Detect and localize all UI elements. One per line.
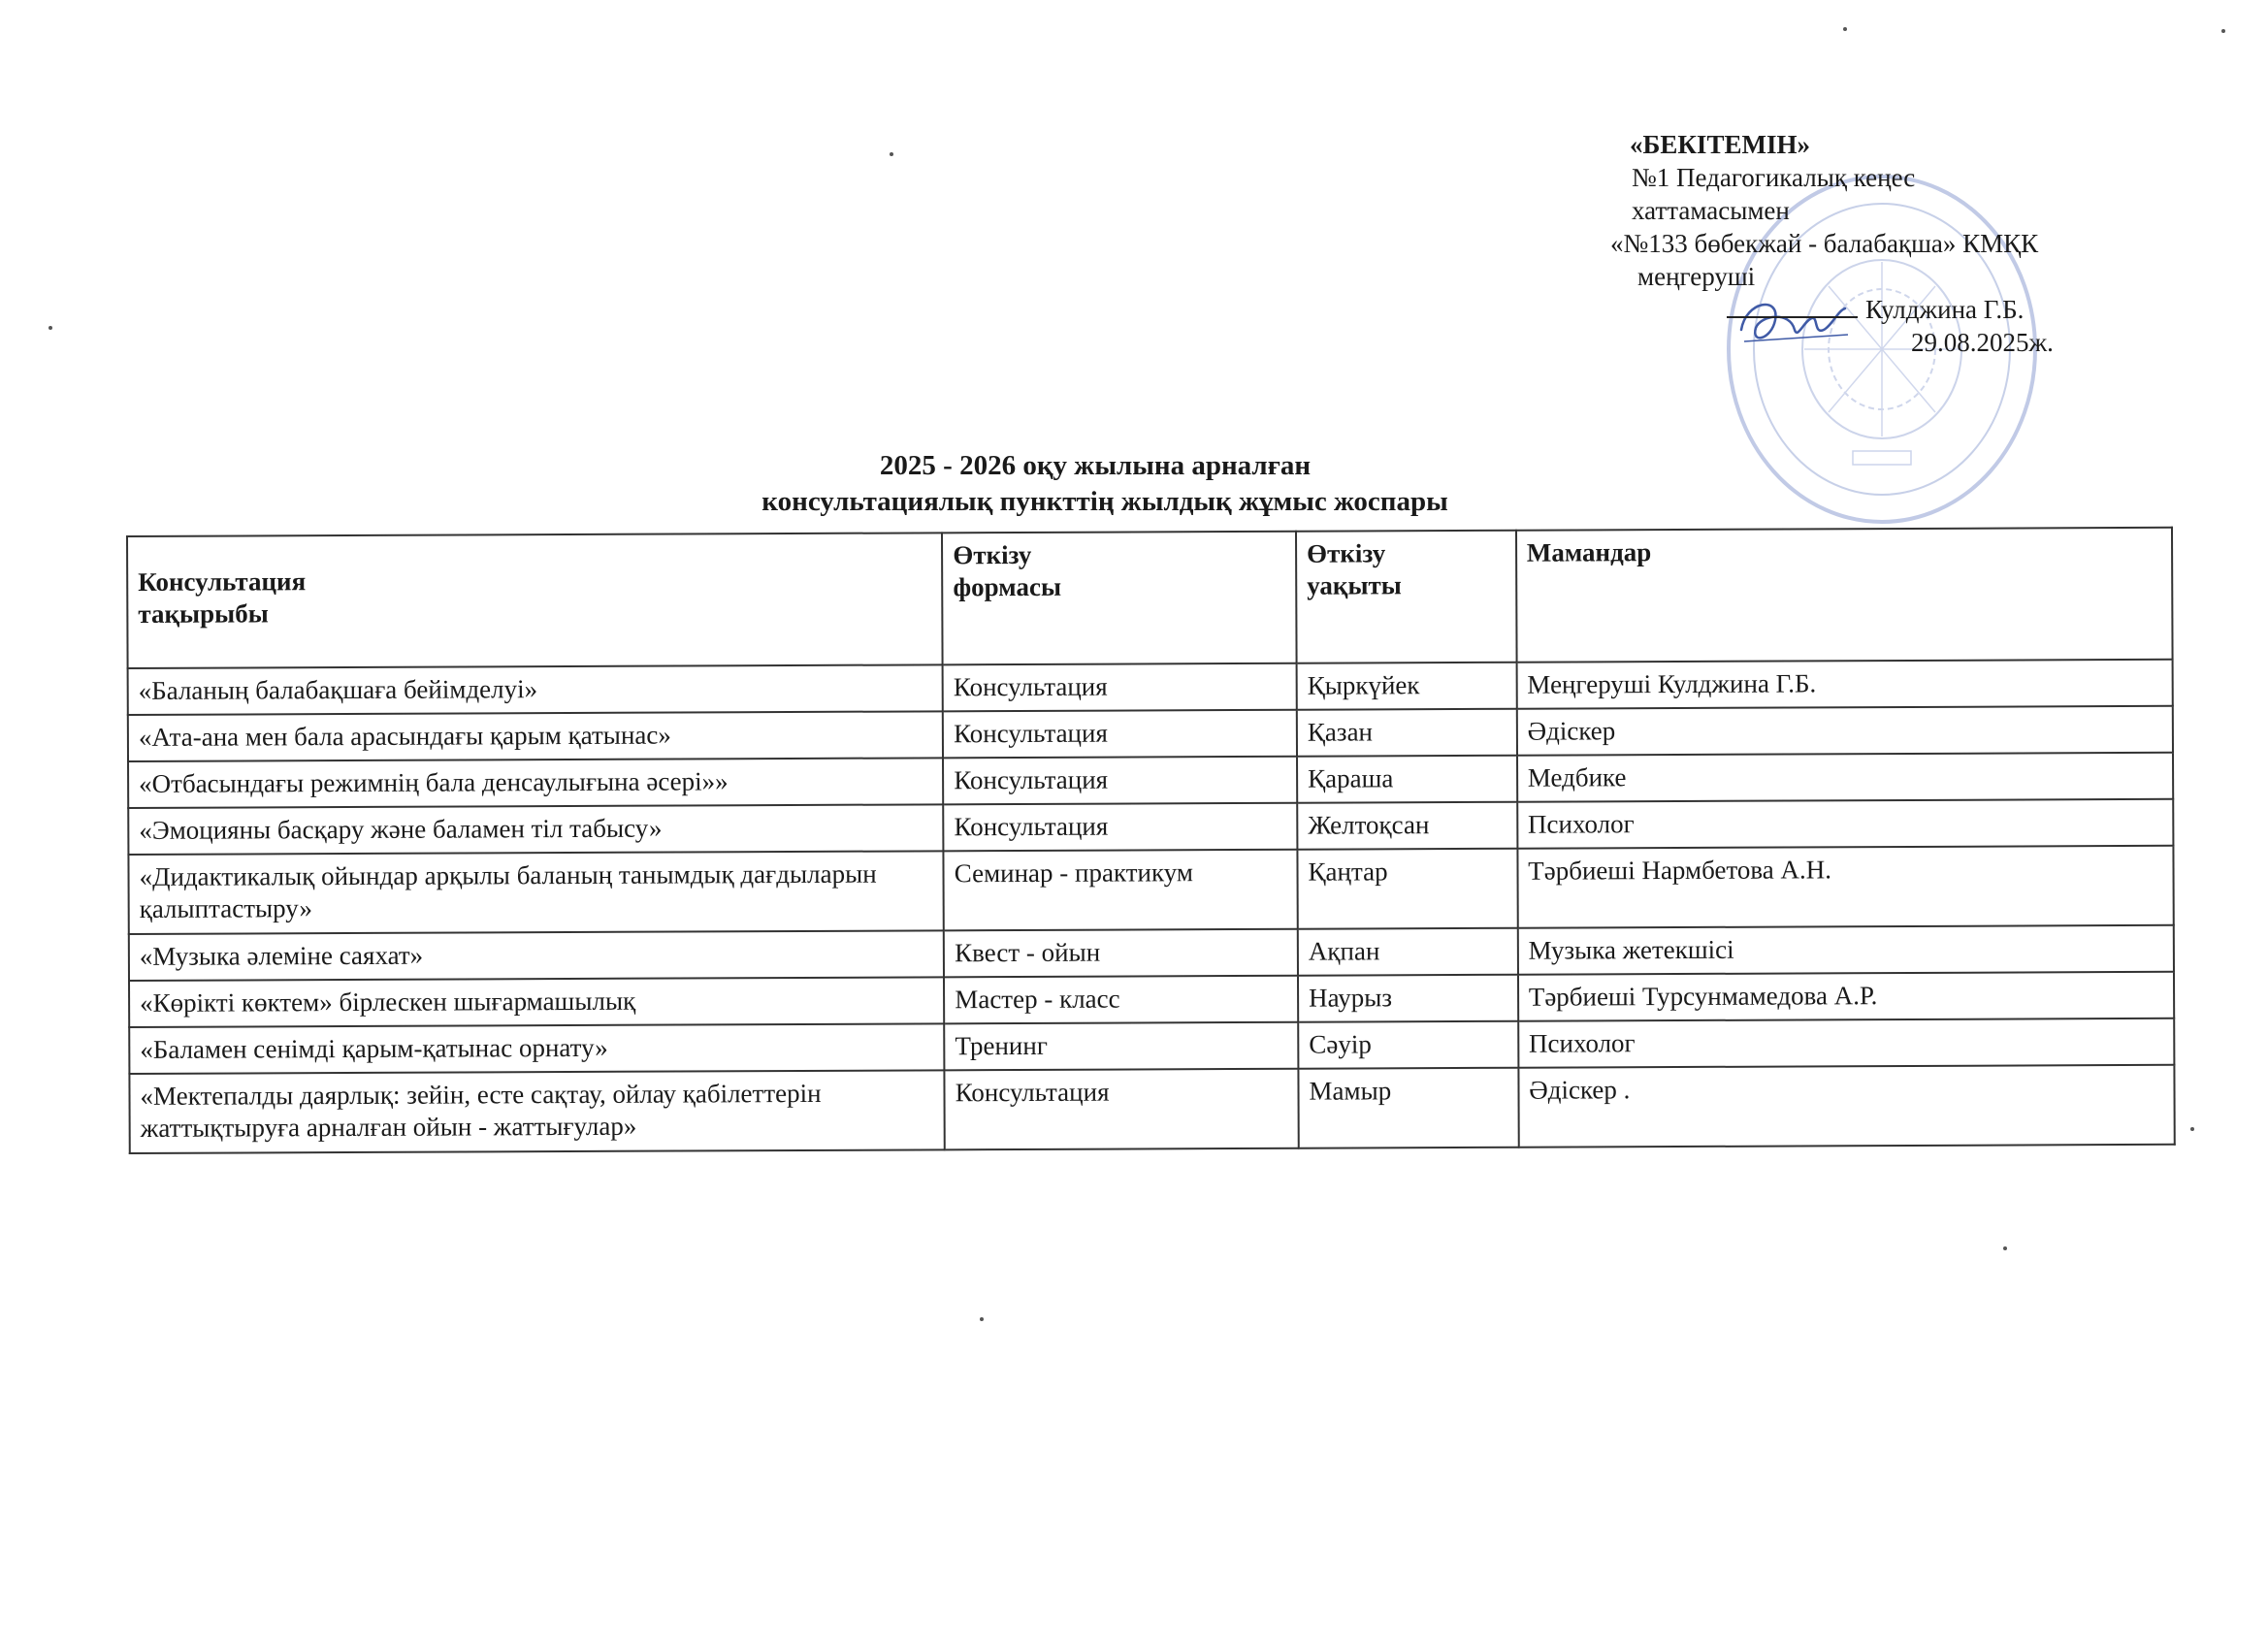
cell-topic: «Отбасындағы режимнің бала денсаулығына әсері»» — [128, 758, 943, 808]
cell-time: Ақпан — [1298, 928, 1518, 976]
approval-protocol-line: хаттамасымен — [1632, 196, 1790, 225]
cell-specialist: Музыка жетекшісі — [1517, 925, 2173, 975]
approval-signer-line — [1727, 293, 2154, 326]
approval-organization-line: «№133 бөбекжай - балабақша» КМҚК — [1610, 229, 2039, 258]
header-specialists-label: Мамандар — [1526, 537, 1652, 567]
cell-time: Наурыз — [1298, 975, 1518, 1022]
cell-time: Сәуір — [1298, 1021, 1518, 1069]
cell-time: Желтоқсан — [1297, 802, 1517, 850]
header-topic-label: Консультация тақырыбы — [138, 566, 307, 629]
cell-form: Тренинг — [944, 1022, 1298, 1071]
cell-topic: «Дидактикалық ойындар арқылы баланың танымдық дағдыларын қалыптастыру» — [128, 851, 944, 934]
cell-specialist: Тәрбиеші Турсунмамедова А.Р. — [1518, 972, 2174, 1021]
scan-speck — [890, 152, 893, 156]
signature-line — [1727, 316, 1858, 318]
header-time-label: Өткізу уақыты — [1307, 538, 1402, 600]
table-row — [129, 1065, 2174, 1153]
cell-form: Мастер - класс — [944, 976, 1298, 1024]
cell-topic: «Мектепалды даярлық: зейін, есте сақтау, ойлау қабілеттерін жаттықтыруға арналған ойын - жаттығулар» — [129, 1070, 945, 1153]
cell-specialist: Меңгеруші Кулджина Г.Б. — [1516, 660, 2172, 709]
cell-time: Қыркүйек — [1297, 663, 1517, 710]
cell-form: Консультация — [943, 663, 1297, 712]
cell-form: Семинар - практикум — [944, 850, 1298, 931]
scan-speck — [2003, 1246, 2007, 1250]
cell-specialist: Әдіскер — [1516, 706, 2172, 756]
scan-speck — [49, 326, 52, 330]
cell-form: Консультация — [943, 757, 1297, 805]
cell-form: Консультация — [943, 803, 1297, 852]
header-specialists — [1516, 528, 2173, 663]
approval-block — [1610, 128, 2154, 359]
header-time — [1296, 531, 1516, 663]
cell-form: Консультация — [945, 1069, 1299, 1150]
consultation-plan-table — [126, 527, 2176, 1154]
cell-time: Қараша — [1297, 756, 1517, 803]
cell-specialist: Медбике — [1517, 753, 2173, 802]
approval-signer-name: Кулджина Г.Б. — [1865, 295, 2025, 324]
cell-form: Консультация — [943, 710, 1297, 759]
cell-topic: «Баламен сенімді қарым-қатынас орнату» — [129, 1023, 944, 1074]
cell-topic: «Музыка әлеміне саяхат» — [129, 930, 944, 981]
table-row — [128, 846, 2173, 934]
approval-council-line: №1 Педагогикалық кеңес — [1632, 163, 1916, 192]
scan-speck — [1843, 27, 1847, 31]
cell-topic: «Баланың балабақшаға бейімделуі» — [128, 664, 943, 715]
scan-speck — [2221, 29, 2225, 33]
document-title-line-2: консультациялық пункттің жылдық жұмыс жоспары — [761, 486, 1448, 517]
cell-topic: «Эмоцияны басқару және баламен тіл табысу» — [128, 804, 943, 855]
header-form-label: Өткізу формасы — [953, 539, 1062, 602]
cell-topic: «Көрікті көктем» бірлескен шығармашылық — [129, 977, 944, 1027]
document-title — [0, 448, 2268, 520]
scan-speck — [980, 1317, 984, 1321]
cell-specialist: Әдіскер . — [1518, 1065, 2175, 1148]
cell-form: Квест - ойын — [944, 929, 1298, 978]
scan-speck — [2190, 1127, 2194, 1131]
cell-specialist: Психолог — [1517, 799, 2174, 849]
cell-time: Мамыр — [1298, 1068, 1518, 1148]
cell-specialist: Психолог — [1518, 1018, 2174, 1068]
table-header-row — [127, 528, 2173, 668]
approval-title: «БЕКІТЕМІН» — [1630, 130, 1810, 159]
cell-time: Қаңтар — [1297, 849, 1517, 929]
header-topic — [127, 533, 943, 668]
document-title-line-1: 2025 - 2026 оқу жылына арналған — [879, 450, 1312, 481]
cell-specialist: Тәрбиеші Нармбетова А.Н. — [1517, 846, 2174, 928]
approval-position-line: меңгерушi — [1637, 262, 1756, 291]
cell-topic: «Ата-ана мен бала арасындағы қарым қатынас» — [128, 711, 943, 761]
cell-time: Қазан — [1297, 709, 1517, 757]
header-form — [942, 532, 1296, 665]
approval-date: 29.08.2025ж. — [1911, 328, 2054, 357]
